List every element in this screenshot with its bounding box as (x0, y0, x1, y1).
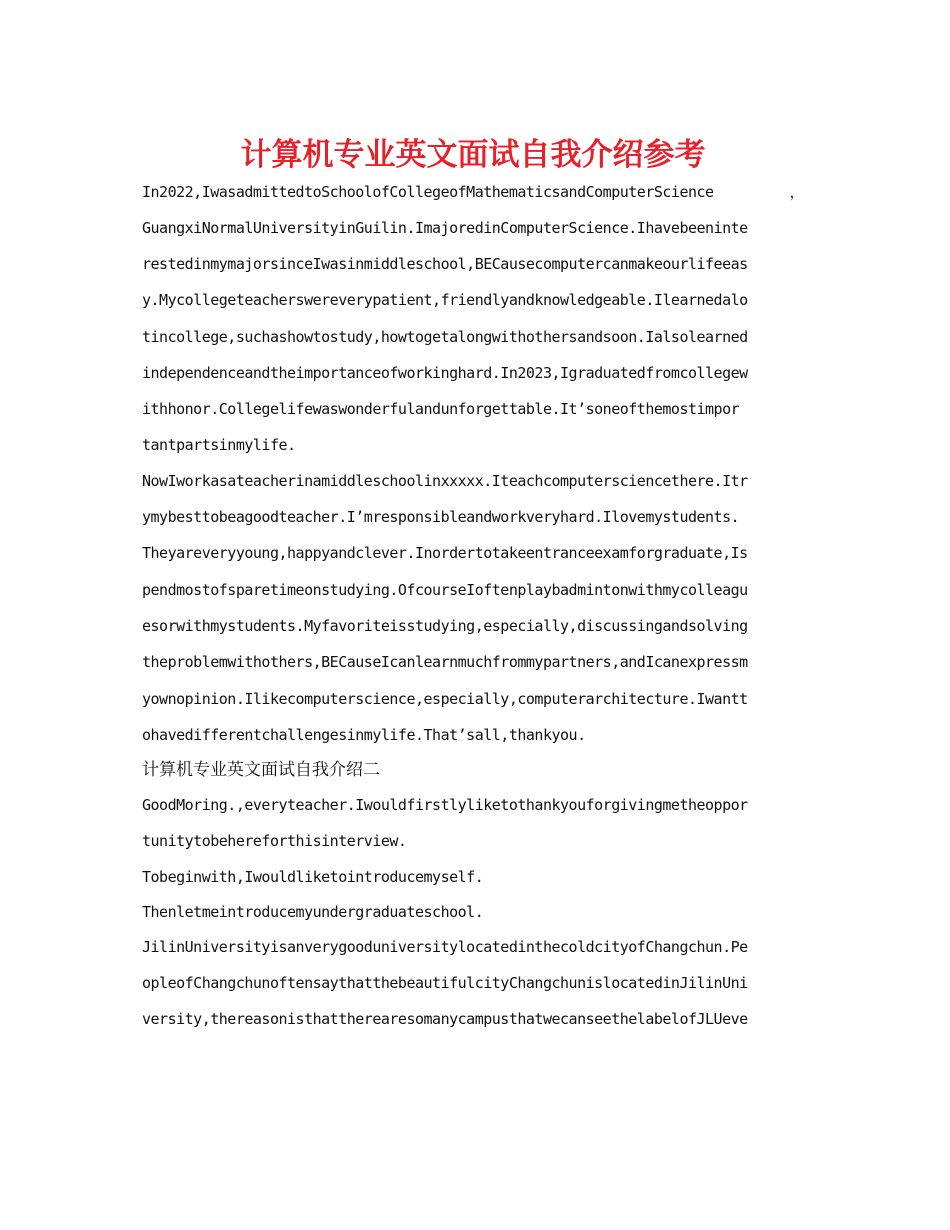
text-line: yownopinion.Ilikecomputerscience,especially,computerarchitecture.Iwantt (142, 690, 748, 708)
text-line: restedinmymajorsinceIwasinmiddleschool,BECausecomputercanmakeourlifeeas (142, 255, 748, 273)
text-line: NowIworkasateacherinamiddleschoolinxxxxx.Iteachcomputersciencethere.Itr (142, 472, 748, 490)
text-line: tunitytobehereforthisinterview. (142, 832, 407, 850)
text-line: versity,thereasonisthattherearesomanycampusthatwecanseethelabelofJLUeve (142, 1010, 748, 1028)
document-title: 计算机专业英文面试自我介绍参考 (240, 137, 706, 173)
text-line: ymybesttobeagoodteacher.I’mresponsibleandworkveryhard.Ilovemystudents. (142, 508, 740, 526)
section-heading: 计算机专业英文面试自我介绍二 (142, 760, 380, 780)
text-line: GuangxiNormalUniversityinGuilin.ImajoredinComputerScience.Ihavebeeninte (142, 219, 748, 237)
text-line: esorwithmystudents.Myfavoriteisstudying,especially,discussingandsolving (142, 617, 748, 635)
text-line: theproblemwithothers,BECauseIcanlearnmuchfrommypartners,andIcanexpressm (142, 653, 748, 671)
text-line: ithhonor.Collegelifewaswonderfulandunforgettable.It’soneofthemostimpor (142, 400, 740, 418)
text-line: tincollege,suchashowtostudy,howtogetalongwithothersandsoon.Ialsolearned (142, 328, 748, 346)
text-line: Tobeginwith,Iwouldliketointroducemyself. (142, 868, 484, 886)
text-line: tantpartsinmylife. (142, 436, 296, 454)
text-line: opleofChangchunoftensaythatthebeautifulcityChangchunislocatedinJilinUni (142, 974, 748, 992)
text-line: In2022,IwasadmittedtoSchoolofCollegeofMathematicsandComputerScience， (142, 183, 804, 201)
text-line: independenceandtheimportanceofworkinghard.In2023,Igraduatedfromcollegew (142, 364, 748, 382)
text-line: GoodMoring.,everyteacher.Iwouldfirstlyliketothankyouforgivingmetheoppor (142, 796, 748, 814)
text-line: Thenletmeintroducemyundergraduateschool. (142, 903, 484, 921)
text-line: y.Mycollegeteacherswereverypatient,friendlyandknowledgeable.Ilearnedalo (142, 291, 748, 309)
text-line: pendmostofsparetimeonstudying.OfcourseIoftenplaybadmintonwithmycolleagu (142, 581, 748, 599)
text-line: JilinUniversityisanverygooduniversitylocatedinthecoldcityofChangchun.Pe (142, 938, 748, 956)
text-line: Theyareveryyoung,happyandclever.Inordertotakeentranceexamforgraduate,Is (142, 544, 748, 562)
text-line: ohavedifferentchallengesinmylife.That’sall,thankyou. (142, 726, 586, 744)
